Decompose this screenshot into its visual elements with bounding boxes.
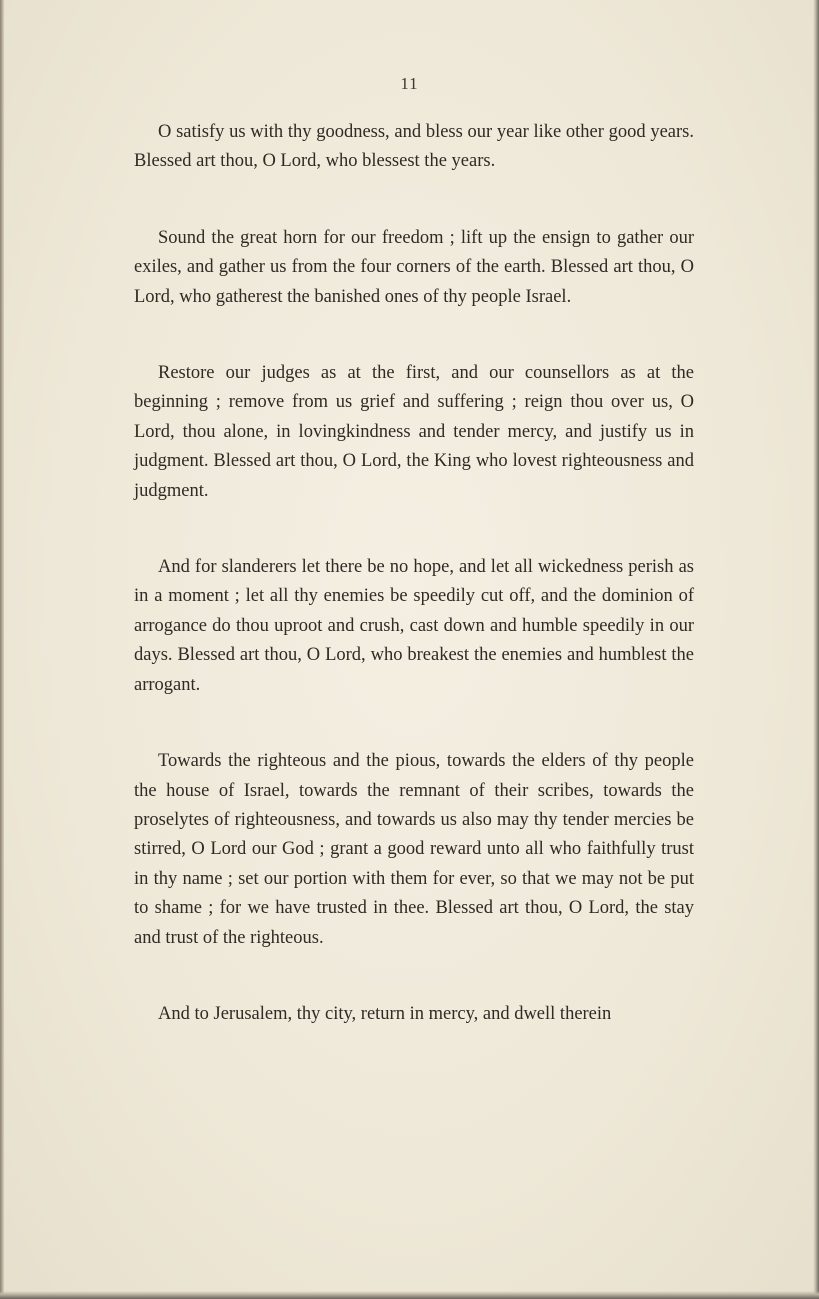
- page-number: 11: [400, 74, 419, 93]
- paragraph-righteous: Towards the righteous and the pious, towards the elders of thy people the house of Israel, towards the remnant of their scribes, towards the proselytes of righteousness, and towards us also may thy tender mercies be stirred, O Lord our God ; grant a good reward unto all who faithfully trust in thy name ; set our portion with them for ever, so that we may not be put to shame ; for we have trusted in thee. Blessed art thou, O Lord, the stay and trust of the righteous.: [134, 751, 694, 948]
- paragraph-slanderers: And for slanderers let there be no hope, and let all wickedness perish as in a moment ; let all thy enemies be speedily cut off, and the dominion of arrogance do thou uproot and crush, cast down and humble speedily in our days. Blessed art thou, O Lord, who breakest the enemies and humblest the arrogant.: [134, 557, 694, 695]
- paragraph-satisfy: O satisfy us with thy goodness, and bless our year like other good years. Blessed art thou, O Lord, who blessest the years.: [134, 122, 694, 172]
- paragraph-great-horn: Sound the great horn for our freedom ; lift up the ensign to gather our exiles, and gather us from the four corners of the earth. Blessed art thou, O Lord, who gatherest the banished ones of thy people Israel.: [134, 227, 694, 307]
- page-body: [134, 118, 694, 1029]
- page-bottom-edge: [0, 1291, 819, 1299]
- paragraph-jerusalem: And to Jerusalem, thy city, return in mercy, and dwell therein: [158, 1003, 612, 1024]
- paragraph-restore-judges: Restore our judges as at the first, and our counsellors as at the beginning ; remove from us grief and suffering ; reign thou over us, O Lord, thou alone, in lovingkindness and tender mercy, and justify us in judgment. Blessed art thou, O Lord, the King who lovest righteousness and judgment.: [134, 363, 694, 501]
- page-left-edge: [0, 0, 4, 1299]
- page-right-edge: [813, 0, 819, 1299]
